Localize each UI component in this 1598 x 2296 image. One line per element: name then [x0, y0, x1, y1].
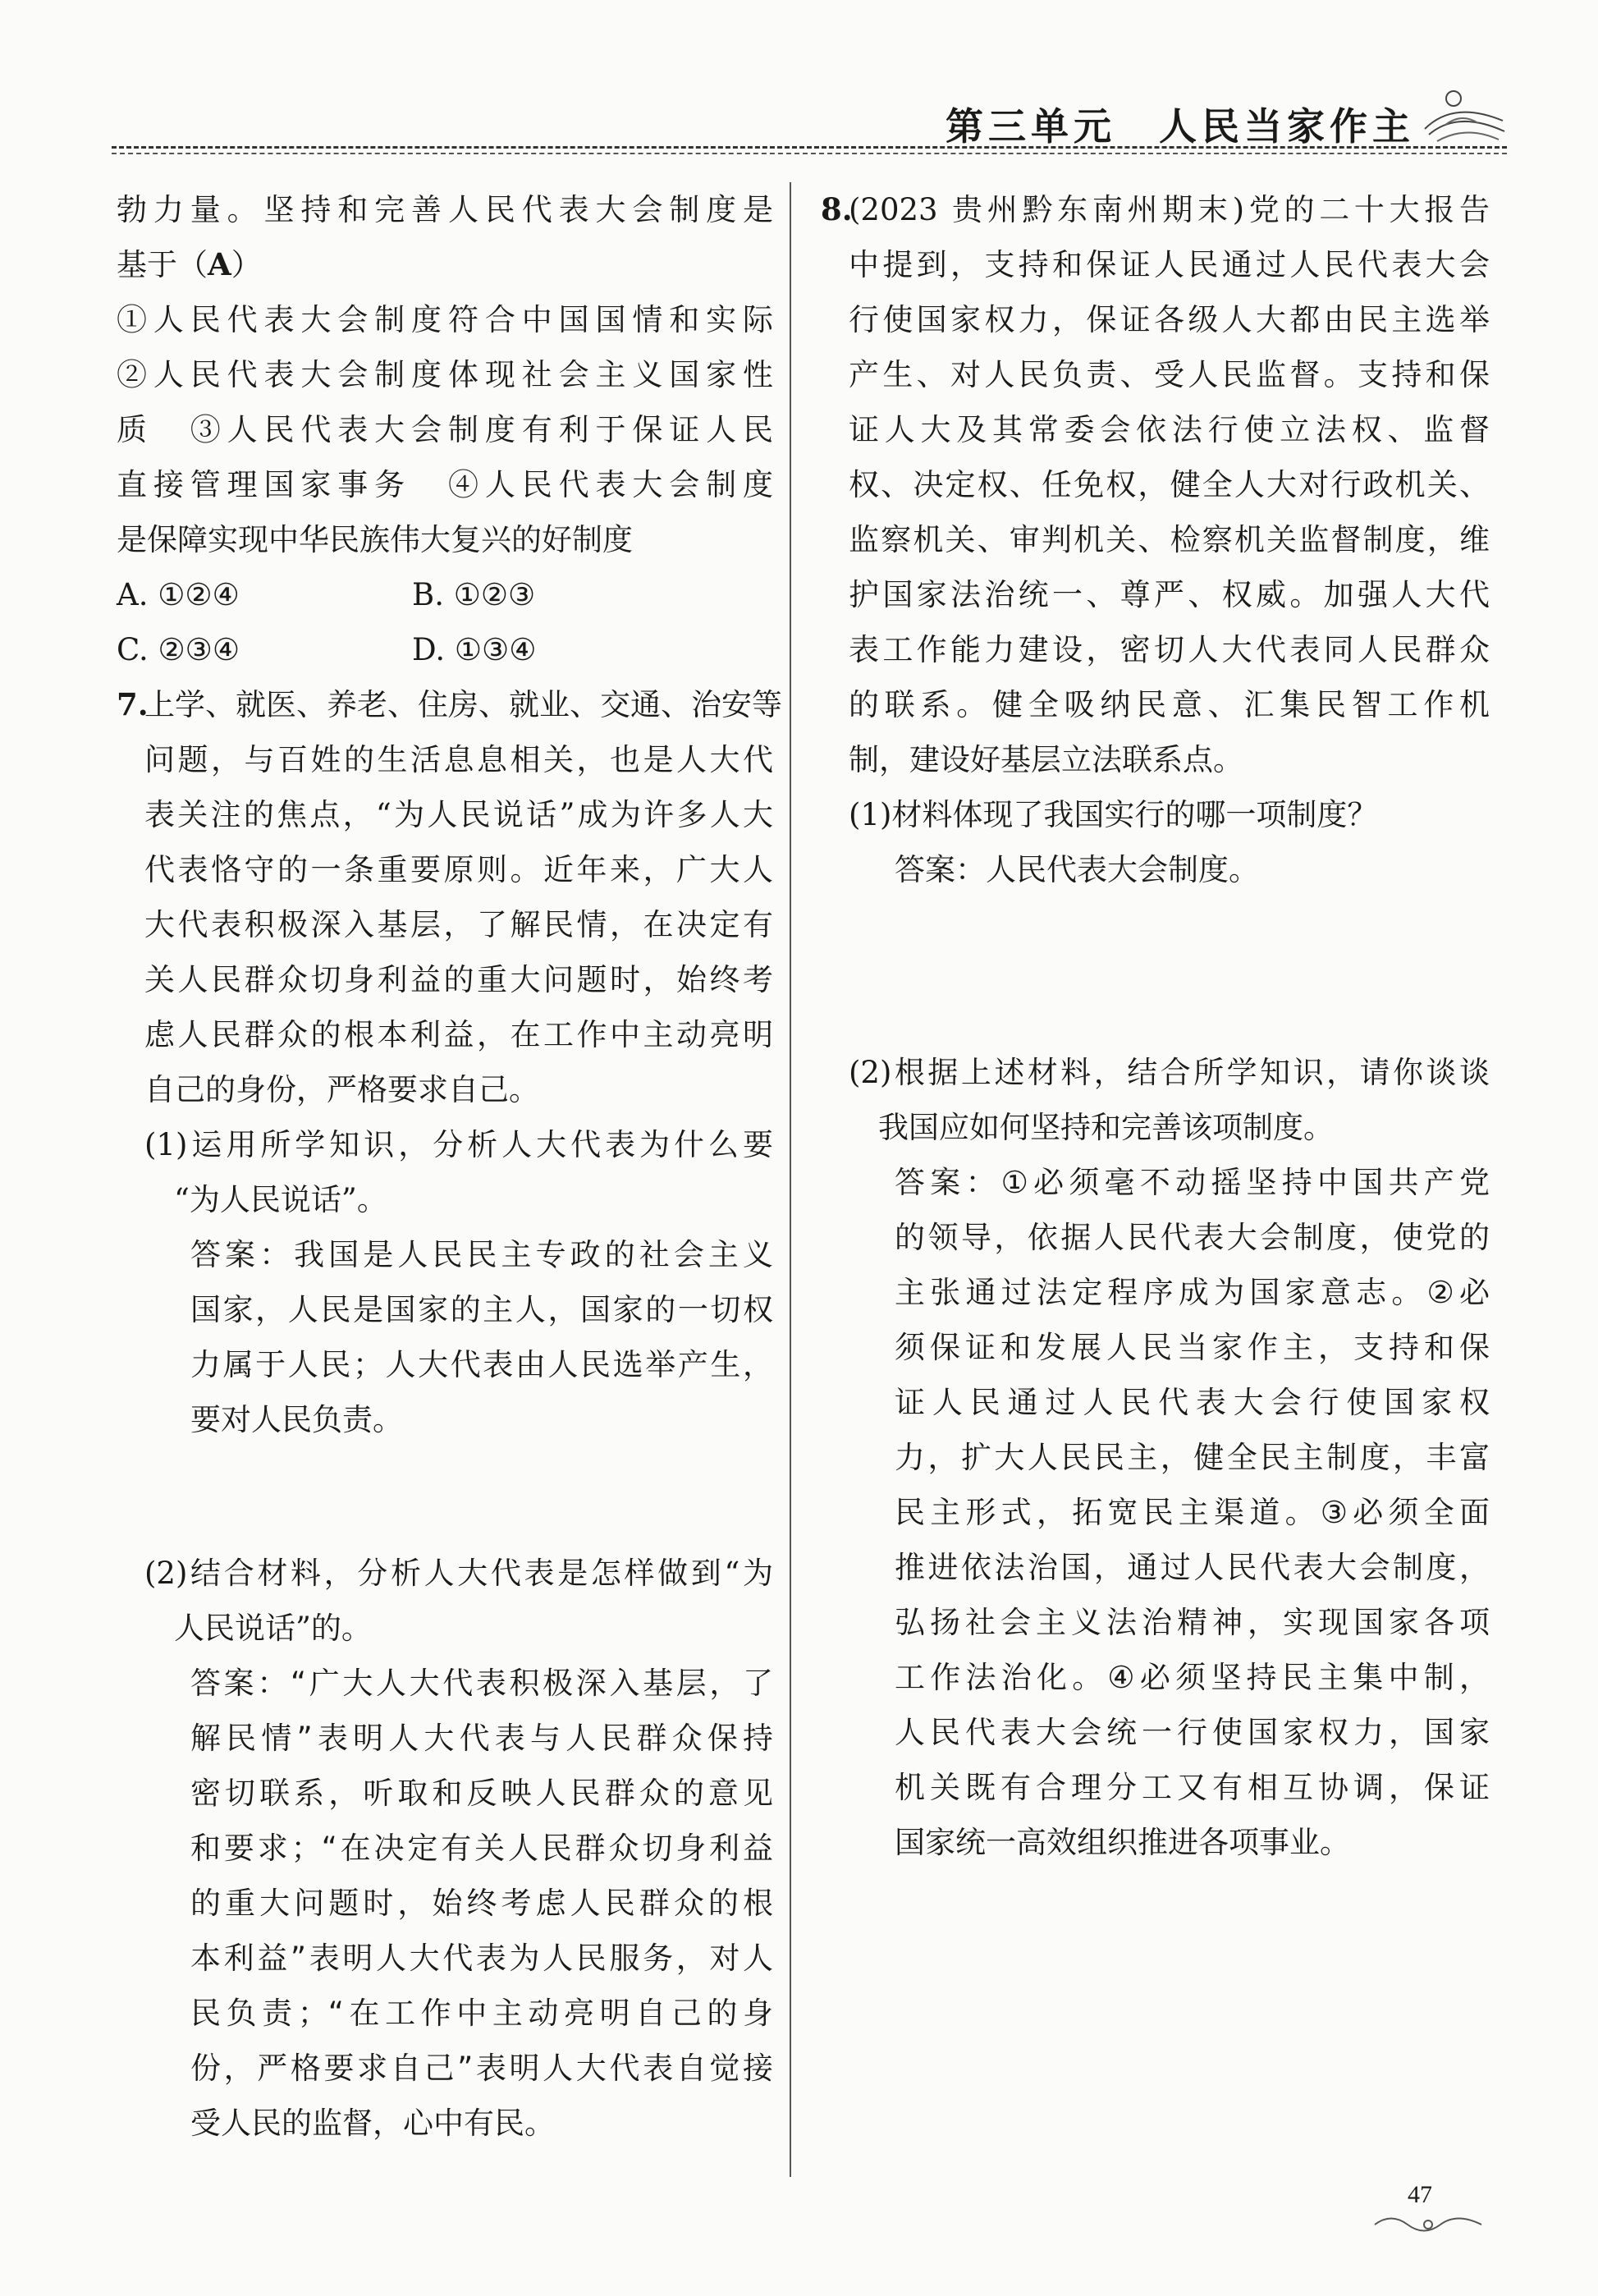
- q8-text-line: 护国家法治统一、尊严、权威。加强人大代: [849, 577, 1490, 612]
- q7-sub2-answer-line: 的重大问题时，始终考虑人民群众的根: [190, 1886, 773, 1921]
- q7-sub2-question: (2)结合材料，分析人大代表是怎样做到“为: [144, 1556, 773, 1591]
- q8-sub2-answer-line: 主张通过法定程序成为国家意志。②必: [895, 1275, 1490, 1310]
- q8-text-line: 产生、对人民负责、受人民监督。支持和保: [849, 357, 1490, 392]
- q7-text-line: 关人民群众切身利益的重大问题时，始终考: [144, 962, 773, 997]
- q6-options-row: [117, 622, 773, 677]
- q7-text-line: 虑人民群众的根本利益，在工作中主动亮明: [144, 1017, 773, 1052]
- q7-sub1-answer-line: 力属于人民；人大代表由人民选举产生，: [190, 1347, 773, 1382]
- q8-sub1-question: (1)材料体现了我国实行的哪一项制度？: [849, 797, 1378, 832]
- q8-first-line: [821, 182, 1490, 237]
- q7-number: 7.: [117, 686, 149, 722]
- q6-stem-suffix: ）: [231, 247, 262, 282]
- q8-number: 8.: [821, 191, 853, 227]
- q7-text-line: 代表恪守的一条重要原则。近年来，广大人: [144, 852, 773, 887]
- page-number: 47: [1408, 2181, 1432, 2208]
- q7-text-line: 表关注的焦点，“为人民说话”成为许多人大: [144, 797, 773, 832]
- left-column: [117, 182, 782, 2151]
- leaf-ornament-icon: [1421, 84, 1507, 149]
- q7-sub2-answer-line: 民负责；“在工作中主动亮明自己的身: [190, 1996, 773, 2031]
- q6-answer: A: [208, 246, 231, 282]
- page-header: [112, 74, 1507, 164]
- q8-text-line: 制，建设好基层立法联系点。: [849, 742, 1243, 777]
- q8-text-line: 表工作能力建设，密切人大代表同人民群众: [849, 632, 1490, 667]
- q8-text-line: 中提到，支持和保证人民通过人民代表大会: [849, 247, 1490, 282]
- unit-title: 第三单元 人民当家作主: [946, 104, 1415, 149]
- q8-sub2-answer-line: 证人民通过人民代表大会行使国家权: [895, 1385, 1490, 1420]
- q6-statement-line: ②人民代表大会制度体现社会主义国家性: [117, 357, 773, 392]
- q6-statement-line: 直接管理国家事务 ④人民代表大会制度: [117, 467, 773, 502]
- q8-sub2-answer-line: 工作法治化。④必须坚持民主集中制，: [895, 1660, 1490, 1695]
- q6-statement-line: 质 ③人民代表大会制度有利于保证人民: [117, 412, 773, 447]
- q6-statement-line: 是保障实现中华民族伟大复兴的好制度: [117, 522, 633, 557]
- q7-sub2-question: 人民说话”的。: [174, 1611, 372, 1646]
- q7-sub1-answer-line: 要对人民负责。: [190, 1402, 403, 1437]
- q8-text-line: 监察机关、审判机关、检察机关监督制度，维: [849, 522, 1490, 557]
- q7-sub1-question: “为人民说话”。: [174, 1182, 387, 1217]
- q7-sub2-answer-line: 和要求；“在决定有关人民群众切身利益: [190, 1831, 773, 1866]
- header-rule: [112, 146, 1507, 149]
- q7-text-line: 大代表积极深入基层，了解民情，在决定有: [144, 907, 773, 942]
- q8-text-line: 证人大及其常委会依法行使立法权、监督: [849, 412, 1490, 447]
- q7-text-line: 自己的身份，严格要求自己。: [144, 1072, 539, 1107]
- q8-text-line: 的联系。健全吸纳民意、汇集民智工作机: [849, 687, 1490, 722]
- q6-text-line: 勃力量。坚持和完善人民代表大会制度是: [117, 192, 773, 227]
- q7-text: 上学、就医、养老、住房、就业、交通、治安等: [144, 687, 782, 722]
- q8-sub2-question: 我国应如何坚持和完善该项制度。: [878, 1110, 1334, 1145]
- right-column: [821, 182, 1490, 1870]
- option-d: D. ①③④: [412, 632, 537, 667]
- q8-sub2-answer-line: 人民代表大会统一行使国家权力，国家: [895, 1715, 1490, 1750]
- q7-text-line: 问题，与百姓的生活息息相关，也是人大代: [144, 742, 773, 777]
- q6-options-row: [117, 567, 773, 622]
- q8-text-line: 权、决定权、任免权，健全人大对行政机关、: [849, 467, 1490, 502]
- q6-stem-line: [117, 237, 773, 292]
- q7-sub2-answer-line: 受人民的监督，心中有民。: [190, 2106, 555, 2141]
- q8-sub2-question: (2)根据上述材料，结合所学知识，请你谈谈: [849, 1055, 1490, 1090]
- q7-sub2-answer-line: 本利益”表明人大代表为人民服务，对人: [190, 1941, 773, 1976]
- q8-sub2-answer-line: 国家统一高效组织推进各项事业。: [895, 1825, 1350, 1860]
- option-a: A. ①②④: [117, 577, 240, 612]
- q8-sub2-answer-line: 推进依法治国，通过人民代表大会制度，: [895, 1550, 1490, 1585]
- q8-sub1-answer: 答案：人民代表大会制度。: [895, 852, 1259, 887]
- q7-sub2-answer-line: 份，严格要求自己”表明人大代表自觉接: [190, 2051, 773, 2086]
- q7-sub1-question: (1)运用所学知识，分析人大代表为什么要: [144, 1127, 773, 1162]
- q8-sub2-answer-line: 力，扩大人民民主，健全民主制度，丰富: [895, 1440, 1490, 1475]
- q6-stem-prefix: 基于（: [117, 247, 208, 282]
- q8-sub2-answer-line: 机关既有合理分工又有相互协调，保证: [895, 1770, 1490, 1805]
- header-rule-secondary: [112, 153, 1507, 154]
- option-c: C. ②③④: [117, 632, 240, 667]
- column-divider: [790, 182, 791, 2177]
- q8-sub2-answer-line: 民主形式，拓宽民主渠道。③必须全面: [895, 1495, 1490, 1530]
- q6-statement-line: ①人民代表大会制度符合中国国情和实际: [117, 302, 773, 337]
- q8-sub2-answer-line: 弘扬社会主义法治精神，实现国家各项: [895, 1605, 1490, 1640]
- q7-sub1-answer-line: 答案：我国是人民民主专政的社会主义: [190, 1237, 773, 1272]
- q8-sub2-answer-line: 的领导，依据人民代表大会制度，使党的: [895, 1220, 1490, 1255]
- q8-sub2-answer-line: 答案：①必须毫不动摇坚持中国共产党: [895, 1165, 1490, 1200]
- q8-sub2-answer-line: 须保证和发展人民当家作主，支持和保: [895, 1330, 1490, 1365]
- footer-ornament-icon: [1371, 2208, 1486, 2241]
- q7-sub2-answer-line: 解民情”表明人大代表与人民群众保持: [190, 1721, 773, 1756]
- q7-first-line: [117, 677, 782, 732]
- q7-sub1-answer-line: 国家，人民是国家的主人，国家的一切权: [190, 1292, 773, 1327]
- q8-text-line: 行使国家权力，保证各级人大都由民主选举: [849, 302, 1490, 337]
- q7-sub2-answer-line: 答案：“广大人大代表积极深入基层，了: [190, 1666, 773, 1701]
- q7-sub2-answer-line: 密切联系，听取和反映人民群众的意见: [190, 1776, 773, 1811]
- option-b: B. ①②③: [412, 577, 536, 612]
- q8-text: (2023 贵州黔东南州期末)党的二十大报告: [849, 192, 1490, 227]
